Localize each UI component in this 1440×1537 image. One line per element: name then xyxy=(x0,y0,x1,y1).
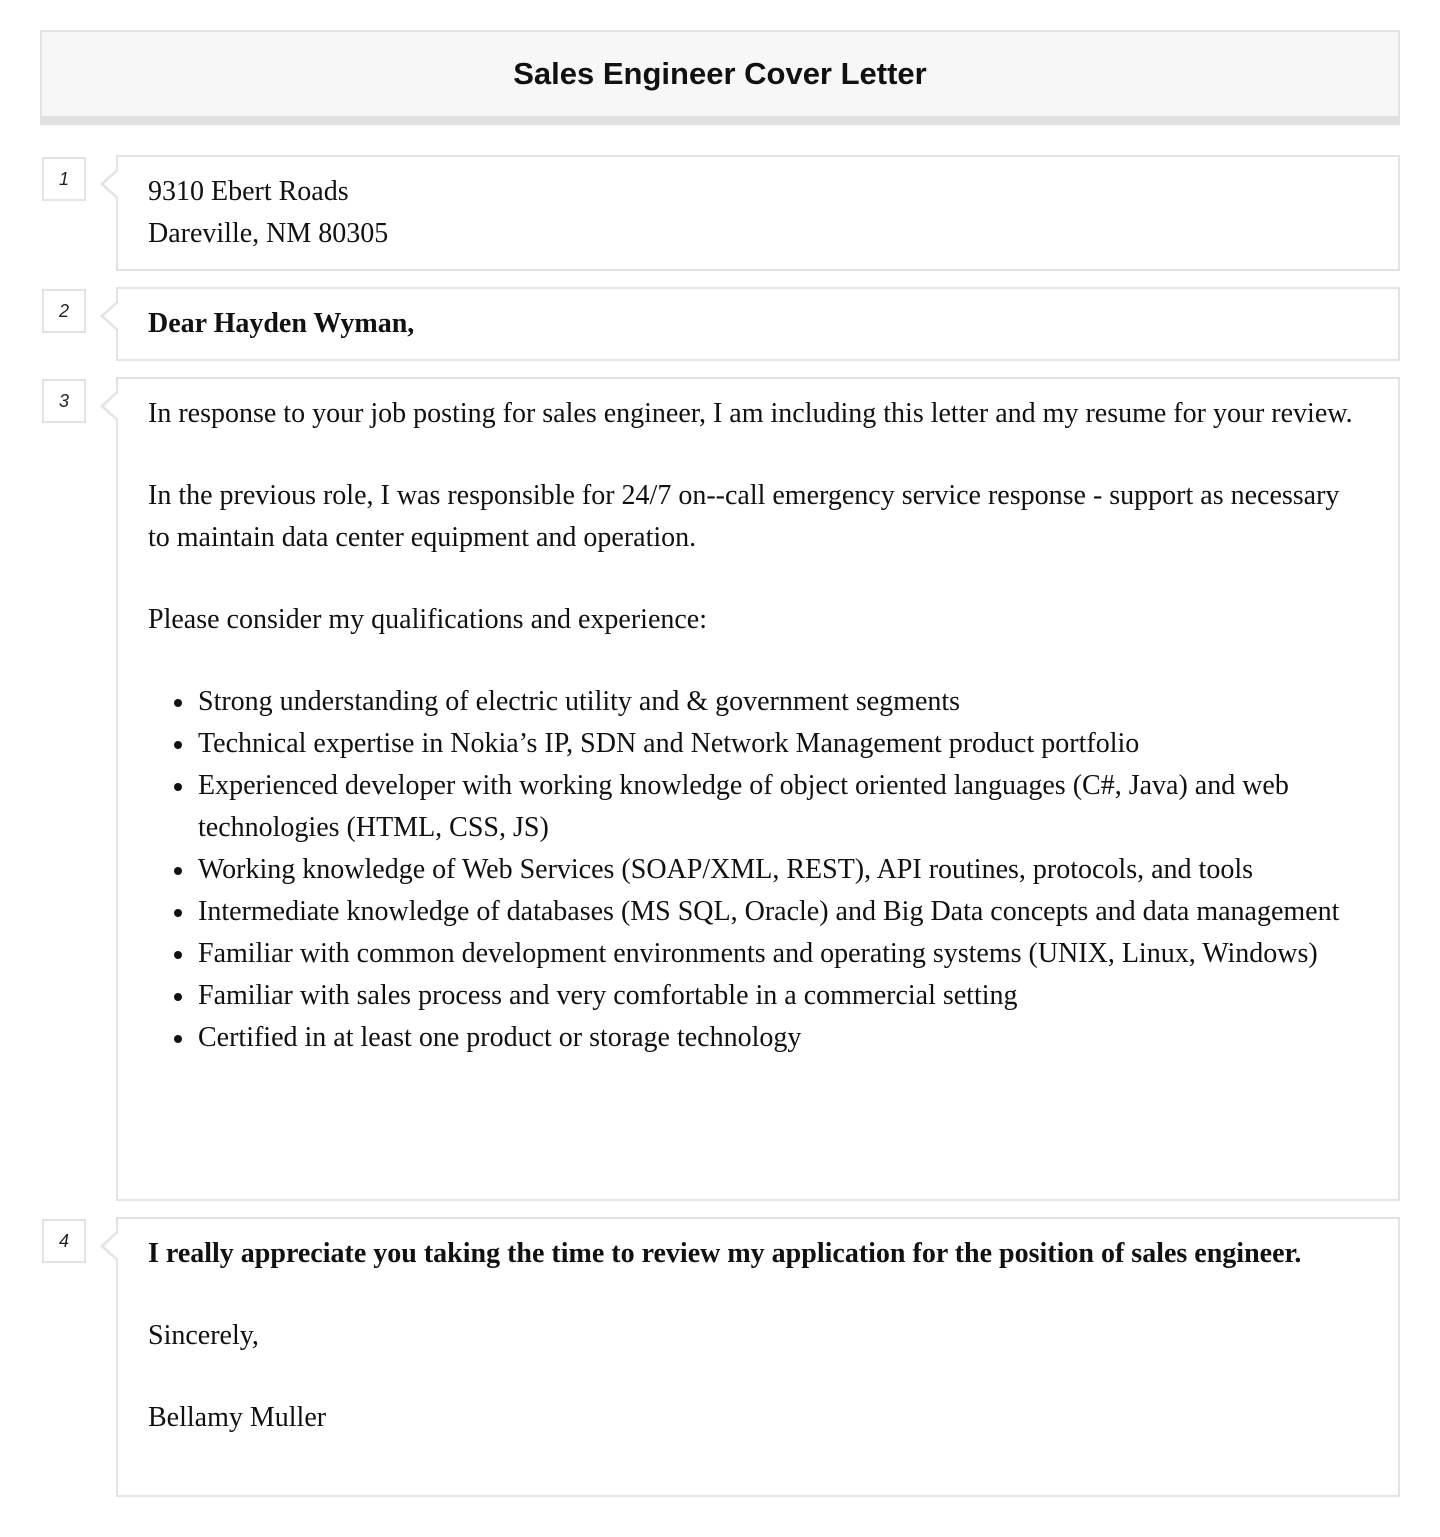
list-item: Intermediate knowledge of databases (MS SQL, Oracle) and Big Data concepts and data management xyxy=(198,891,1368,933)
closing-block xyxy=(116,1217,1400,1497)
signoff: Sincerely, xyxy=(148,1320,259,1351)
header-bar xyxy=(40,30,1400,125)
signature-name: Bellamy Muller xyxy=(148,1402,327,1433)
section-number: 3 xyxy=(42,379,86,423)
list-item: Familiar with sales process and very comfortable in a commercial setting xyxy=(198,975,1368,1017)
page-title: Sales Engineer Cover Letter xyxy=(513,56,927,91)
address-line-1: 9310 Ebert Roads xyxy=(148,176,349,207)
intro-paragraph: In response to your job posting for sales engineer, I am including this letter and my resume for your review. xyxy=(148,398,1353,429)
salutation-block xyxy=(116,287,1400,361)
section-number: 1 xyxy=(42,157,86,201)
section-number: 2 xyxy=(42,289,86,333)
list-item: Working knowledge of Web Services (SOAP/XML, REST), API routines, protocols, and tools xyxy=(198,849,1368,891)
qualifications-list xyxy=(148,681,1368,1059)
section-number: 4 xyxy=(42,1219,86,1263)
address-block xyxy=(116,155,1400,271)
list-item: Strong understanding of electric utility and & government segments xyxy=(198,681,1368,723)
list-item: Experienced developer with working knowledge of object oriented languages (C#, Java) and web technologies (HTML, CSS, JS) xyxy=(198,765,1368,849)
list-item: Familiar with common development environments and operating systems (UNIX, Linux, Windows) xyxy=(198,933,1368,975)
list-item: Certified in at least one product or storage technology xyxy=(198,1017,1368,1059)
consider-paragraph: Please consider my qualifications and experience: xyxy=(148,604,708,635)
previous-role-paragraph: In the previous role, I was responsible for 24/7 on--call emergency service response - support as necessary to maintain data center equipment and operation. xyxy=(148,480,1340,553)
address-line-2: Dareville, NM 80305 xyxy=(148,218,389,249)
closing-paragraph: I really appreciate you taking the time to review my application for the position of sales engineer. xyxy=(148,1238,1302,1269)
body-block xyxy=(116,377,1400,1201)
salutation: Dear Hayden Wyman, xyxy=(148,308,415,339)
list-item: Technical expertise in Nokia’s IP, SDN and Network Management product portfolio xyxy=(198,723,1368,765)
